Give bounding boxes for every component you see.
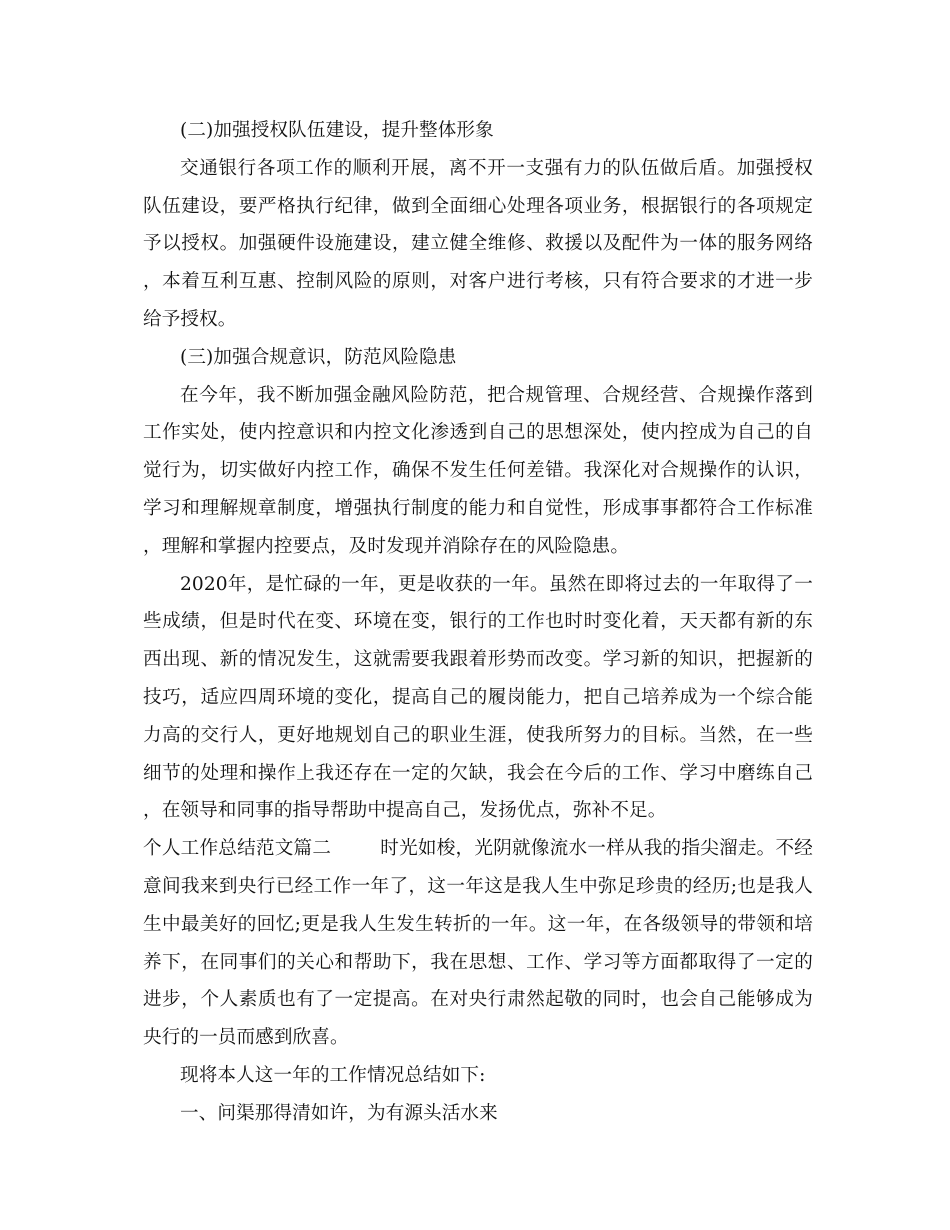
- summary-lead: 现将本人这一年的工作情况总结如下:: [180, 1064, 486, 1086]
- section-3-paragraph: 在今年，我不断加强金融风险防范，把合规管理、合规经营、合规操作落到工作实处，使内控意识和内控文化渗透到自己的思想深处，使内控成为自己的自觉行为，切实做好内控工作，确保不发生任何差错。我深化对合规操作的认识，学习和理解规章制度，增强执行制度的能力和自觉性，形成事事都符合工作标准，理解和掌握内控要点，及时发现并消除存在的风险隐患。: [143, 384, 813, 557]
- document-body: [143, 112, 813, 1133]
- essay-2-intro: 时光如梭，光阴就像流水一样从我的指尖溜走。不经意间我来到央行已经工作一年了，这一年这是我人生中弥足珍贵的经历;也是我人生中最美好的回忆;更是我人生发生转折的一年。这一年，在各级领导的带领和培养下，在同事们的关心和帮助下，我在思想、工作、学习等方面都取得了一定的进步，个人素质也有了一定提高。在对央行肃然起敬的同时，也会自己能够成为央行的一员而感到欣喜。: [143, 838, 813, 1049]
- essay-2-paragraph: [143, 830, 813, 1057]
- part-1-heading: 一、问渠那得清如许，为有源头活水来: [180, 1102, 498, 1124]
- section-3-heading: (三)加强合规意识，防范风险隐患: [180, 346, 457, 368]
- conclusion-paragraph: 2020年，是忙碌的一年，更是收获的一年。虽然在即将过去的一年取得了一些成绩，但是时代在变、环境在变，银行的工作也时时变化着，天天都有新的东西出现、新的情况发生，这就需要我跟着形势而改变。学习新的知识，把握新的技巧，适应四周环境的变化，提高自己的履岗能力，把自己培养成为一个综合能力高的交行人，更好地规划自己的职业生涯，使我所努力的目标。当然，在一些细节的处理和操作上我还存在一定的欠缺，我会在今后的工作、学习中磨练自己，在领导和同事的指导帮助中提高自己，发扬优点，弥补不足。: [143, 573, 813, 822]
- section-2-paragraph: 交通银行各项工作的顺利开展，离不开一支强有力的队伍做后盾。加强授权队伍建设，要严格执行纪律，做到全面细心处理各项业务，根据银行的各项规定予以授权。加强硬件设施建设，建立健全维修、救援以及配件为一体的服务网络，本着互利互惠、控制风险的原则，对客户进行考核，只有符合要求的才进一步给予授权。: [143, 157, 813, 330]
- essay-2-title: 个人工作总结范文篇二: [143, 838, 332, 860]
- title-gap: [331, 838, 380, 859]
- section-2-heading: (二)加强授权队伍建设，提升整体形象: [180, 120, 494, 141]
